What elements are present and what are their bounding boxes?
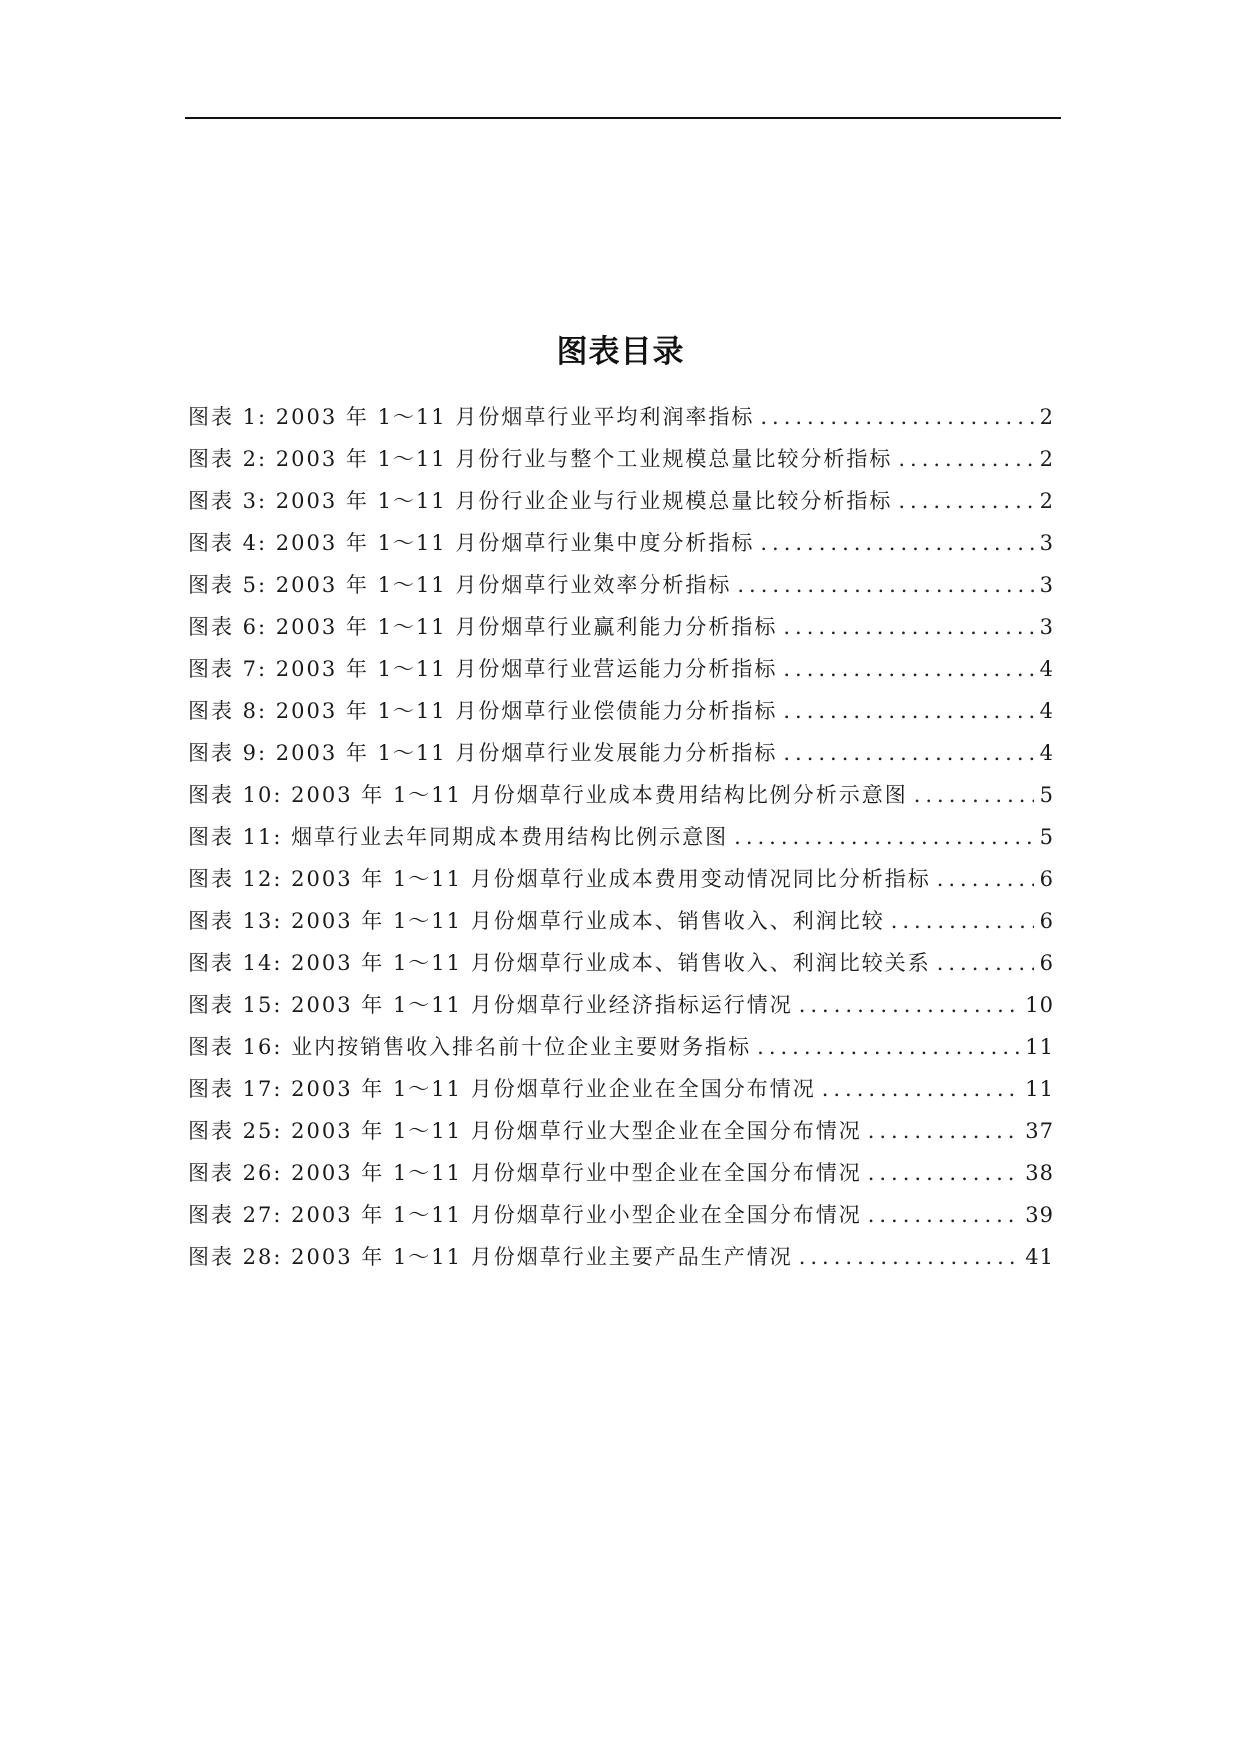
toc-entry[interactable] xyxy=(188,984,1054,1026)
toc-entry-page: 5 xyxy=(1039,783,1054,807)
toc-entry-label: 图表 13: 2003 年 1～11 月份烟草行业成本、销售收入、利润比较 xyxy=(188,909,885,933)
toc-entry-page: 3 xyxy=(1039,531,1054,555)
toc-dot-leader xyxy=(737,564,1033,606)
toc-dot-leader xyxy=(760,522,1033,564)
toc-dot-leader xyxy=(799,984,1020,1026)
toc-entry-label: 图表 9: 2003 年 1～11 月份烟草行业发展能力分析指标 xyxy=(188,741,778,765)
toc-entry-page: 6 xyxy=(1039,867,1054,891)
toc-dot-leader xyxy=(891,900,1034,942)
toc-entry-page: 11 xyxy=(1025,1035,1054,1059)
toc-entry[interactable] xyxy=(188,522,1054,564)
toc-entry-page: 10 xyxy=(1025,993,1054,1017)
toc-dot-leader xyxy=(868,1110,1020,1152)
toc-entry-page: 3 xyxy=(1039,615,1054,639)
toc-entry-page: 6 xyxy=(1039,951,1054,975)
toc-entry-label: 图表 11: 烟草行业去年同期成本费用结构比例示意图 xyxy=(188,825,729,849)
toc-entry[interactable] xyxy=(188,1110,1054,1152)
toc-entry[interactable] xyxy=(188,816,1054,858)
toc-entry-label: 图表 7: 2003 年 1～11 月份烟草行业营运能力分析指标 xyxy=(188,657,778,681)
toc-entry[interactable] xyxy=(188,900,1054,942)
toc-entry[interactable] xyxy=(188,1152,1054,1194)
toc-entry-page: 4 xyxy=(1039,657,1054,681)
toc-entry[interactable] xyxy=(188,438,1054,480)
toc-entry-label: 图表 15: 2003 年 1～11 月份烟草行业经济指标运行情况 xyxy=(188,993,793,1017)
toc-dot-leader xyxy=(898,480,1033,522)
toc-entry[interactable] xyxy=(188,564,1054,606)
toc-entry-page: 37 xyxy=(1025,1119,1054,1143)
toc-entry-label: 图表 1: 2003 年 1～11 月份烟草行业平均利润率指标 xyxy=(188,405,755,429)
toc-entry-label: 图表 16: 业内按销售收入排名前十位企业主要财务指标 xyxy=(188,1035,752,1059)
toc-dot-leader xyxy=(799,1236,1020,1278)
toc-entry-page: 3 xyxy=(1039,573,1054,597)
toc-entry-label: 图表 14: 2003 年 1～11 月份烟草行业成本、销售收入、利润比较关系 xyxy=(188,951,931,975)
toc-entry-label: 图表 17: 2003 年 1～11 月份烟草行业企业在全国分布情况 xyxy=(188,1077,816,1101)
toc-entry[interactable] xyxy=(188,396,1054,438)
toc-entry-label: 图表 27: 2003 年 1～11 月份烟草行业小型企业在全国分布情况 xyxy=(188,1203,862,1227)
toc-entry-page: 38 xyxy=(1025,1161,1054,1185)
toc-dot-leader xyxy=(937,858,1034,900)
toc-entry-label: 图表 3: 2003 年 1～11 月份行业企业与行业规模总量比较分析指标 xyxy=(188,489,893,513)
toc-entry-label: 图表 25: 2003 年 1～11 月份烟草行业大型企业在全国分布情况 xyxy=(188,1119,862,1143)
toc-entry-label: 图表 6: 2003 年 1～11 月份烟草行业赢利能力分析指标 xyxy=(188,615,778,639)
header-rule xyxy=(185,117,1061,119)
toc-entry[interactable] xyxy=(188,690,1054,732)
toc-dot-leader xyxy=(822,1068,1020,1110)
toc-entry-label: 图表 8: 2003 年 1～11 月份烟草行业偿债能力分析指标 xyxy=(188,699,778,723)
toc-entry-page: 4 xyxy=(1039,699,1054,723)
toc-entry-page: 5 xyxy=(1039,825,1054,849)
toc-entry-page: 39 xyxy=(1025,1203,1054,1227)
toc-dot-leader xyxy=(898,438,1033,480)
toc-dot-leader xyxy=(868,1152,1020,1194)
toc-dot-leader xyxy=(783,690,1033,732)
toc-entry[interactable] xyxy=(188,774,1054,816)
toc-entry-page: 4 xyxy=(1039,741,1054,765)
toc-entry-page: 41 xyxy=(1025,1245,1054,1269)
toc-dot-leader xyxy=(914,774,1034,816)
toc-entry[interactable] xyxy=(188,1194,1054,1236)
toc-entry-label: 图表 26: 2003 年 1～11 月份烟草行业中型企业在全国分布情况 xyxy=(188,1161,862,1185)
toc-dot-leader xyxy=(868,1194,1020,1236)
toc-entry-label: 图表 10: 2003 年 1～11 月份烟草行业成本费用结构比例分析示意图 xyxy=(188,783,908,807)
toc-entry-page: 2 xyxy=(1039,405,1054,429)
toc-dot-leader xyxy=(760,396,1033,438)
toc-dot-leader xyxy=(757,1026,1019,1068)
toc-list xyxy=(188,396,1054,1278)
toc-entry[interactable] xyxy=(188,648,1054,690)
toc-entry[interactable] xyxy=(188,858,1054,900)
toc-entry-label: 图表 28: 2003 年 1～11 月份烟草行业主要产品生产情况 xyxy=(188,1245,793,1269)
toc-entry[interactable] xyxy=(188,480,1054,522)
toc-entry-page: 2 xyxy=(1039,447,1054,471)
toc-entry-page: 11 xyxy=(1025,1077,1054,1101)
toc-entry[interactable] xyxy=(188,732,1054,774)
toc-dot-leader xyxy=(783,648,1033,690)
toc-entry-page: 2 xyxy=(1039,489,1054,513)
toc-entry-page: 6 xyxy=(1039,909,1054,933)
toc-entry[interactable] xyxy=(188,606,1054,648)
toc-dot-leader xyxy=(783,606,1033,648)
toc-entry[interactable] xyxy=(188,942,1054,984)
toc-entry-label: 图表 5: 2003 年 1～11 月份烟草行业效率分析指标 xyxy=(188,573,732,597)
toc-entry-label: 图表 2: 2003 年 1～11 月份行业与整个工业规模总量比较分析指标 xyxy=(188,447,893,471)
toc-entry[interactable] xyxy=(188,1236,1054,1278)
toc-dot-leader xyxy=(783,732,1033,774)
toc-dot-leader xyxy=(937,942,1034,984)
toc-entry[interactable] xyxy=(188,1068,1054,1110)
toc-dot-leader xyxy=(734,816,1033,858)
toc-entry[interactable] xyxy=(188,1026,1054,1068)
page-title: 图表目录 xyxy=(556,333,685,370)
toc-entry-label: 图表 12: 2003 年 1～11 月份烟草行业成本费用变动情况同比分析指标 xyxy=(188,867,931,891)
toc-entry-label: 图表 4: 2003 年 1～11 月份烟草行业集中度分析指标 xyxy=(188,531,755,555)
